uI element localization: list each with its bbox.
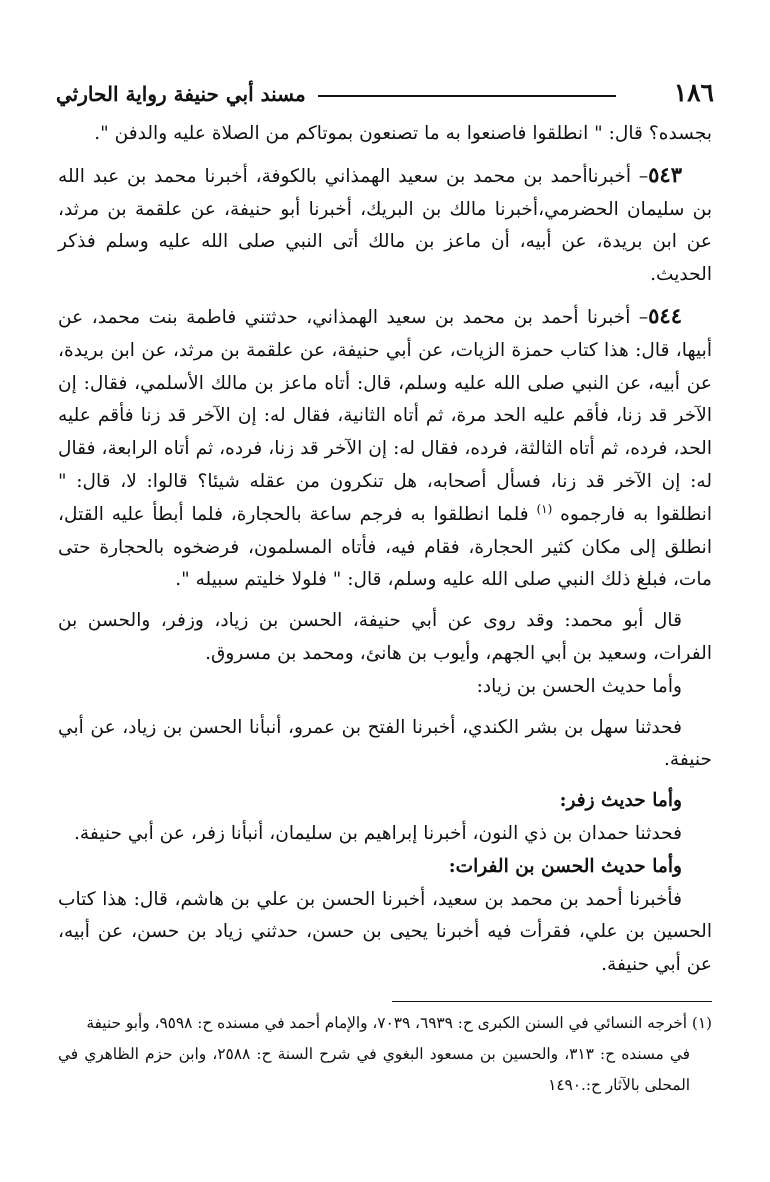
footnote-line: (١) أخرجه النسائي في السنن الكبرى ح: ٦٩٣٩، ٧٠٣٩، والإمام أحمد في مسنده ح: ٩٥٩٨، وأبو حنيفة bbox=[86, 1014, 712, 1032]
paragraph-continuation: بجسده؟ قال: " انطلقوا فاصنعوا به ما تصنعون بموتاكم من الصلاة عليه والدفن ". bbox=[94, 123, 712, 144]
main-text bbox=[58, 118, 712, 982]
hadith-text: – أخبرنا أحمد بن محمد بن سعيد الهمذاني، حدثتني فاطمة بنت محمد، عن أبيها، قال: هذا كتاب حمزة الزيات، عن أبي حنيفة، عن علقمة بن مرثد، عن ابن بريدة، عن أبيه، عن النبي صلى الله عليه وسلم، قال: أتاه ماعز بن مالك الأسلمي، فقال: إن الآخر قد زنا، فأقم عليه الحد مرة، ثم أتاه الثانية، فقال له: إن الآخر قد زنا فأقم عليه الحد، فرده، ثم أتاه الثالثة، فرده، فقال له: إن الآخر قد زنا، فرده، ثم أتاه الرابعة، فقال له: إن الآخر قد زنا، فسأل أصحابه، هل تنكرون من عقله شيئا؟ قالوا: لا، قال: " انطلقوا به فارجموه bbox=[58, 306, 712, 525]
section-heading: وأما حديث زفر: bbox=[559, 790, 682, 812]
footnote bbox=[58, 1008, 712, 1101]
hadith-544 bbox=[58, 300, 712, 597]
hadith-text-continued: فلما انطلقوا به فرجم ساعة بالحجارة، فلما أبطأ عليه القتل، انطلق إلى مكان كثير الحجارة، فقام فيه، فأتاه المسلمون، فرضخوه بالحجارة حتى مات، فبلغ ذلك النبي صلى الله عليه وسلم، قال: " فلولا خليتم سبيله ". bbox=[58, 503, 712, 591]
footnote-separator bbox=[392, 1001, 712, 1002]
hadith-543 bbox=[58, 159, 712, 292]
section-heading: وأما حديث الحسن بن زياد: bbox=[476, 675, 682, 697]
hadith-number: ٥٤٤ bbox=[648, 302, 682, 328]
chain-paragraph: فأخبرنا أحمد بن محمد بن سعيد، أخبرنا الحسن بن علي بن هاشم، قال: هذا كتاب الحسين بن علي، فقرأت فيه أخبرنا يحيى بن حسن، حدثني زياد بن حسن، عن أبيه، عن أبي حنيفة. bbox=[58, 888, 712, 976]
chain-paragraph: فحدثنا سهل بن بشر الكندي، أخبرنا الفتح بن عمرو، أنبأنا الحسن بن زياد، عن أبي حنيفة. bbox=[58, 716, 712, 771]
page-header bbox=[56, 78, 714, 118]
section-heading: وأما حديث الحسن بن الفرات: bbox=[448, 855, 682, 877]
chain-paragraph: فحدثنا حمدان بن ذي النون، أخبرنا إبراهيم بن سليمان، أنبأنا زفر، عن أبي حنيفة. bbox=[74, 822, 682, 844]
footnote-line: في مسنده ح: ٣١٣، والحسين بن مسعود البغوي في شرح السنة ح: ٢٥٨٨، وابن حزم الظاهري في المحلى بالآثار ح:.١٤٩٠ bbox=[58, 1045, 690, 1094]
running-title: مسند أبي حنيفة رواية الحارثي bbox=[56, 82, 306, 106]
hadith-text: – أخبرناأحمد بن محمد بن سعيد الهمذاني بالكوفة، أخبرنا محمد بن عبد الله بن سليمان الحضرمي،أخبرنا مالك بن البريك، أخبرنا أبو حنيفة، عن علقمة بن مرثد، عن ابن بريدة، عن أبيه، أن ماعز بن مالك أتى النبي صلى الله عليه وسلم فذكر الحديث. bbox=[58, 165, 712, 286]
narrators-paragraph: قال أبو محمد: وقد روى عن أبي حنيفة، الحسن بن زياد، وزفر، والحسن بن الفرات، وسعيد بن أبي الجهم، وأيوب بن هانئ، ومحمد بن مسروق. bbox=[58, 610, 712, 664]
header-rule bbox=[318, 95, 616, 97]
hadith-number: ٥٤٣ bbox=[648, 161, 682, 187]
page-number: ١٨٦ bbox=[673, 78, 714, 107]
footnote-reference: (١) bbox=[536, 501, 553, 516]
